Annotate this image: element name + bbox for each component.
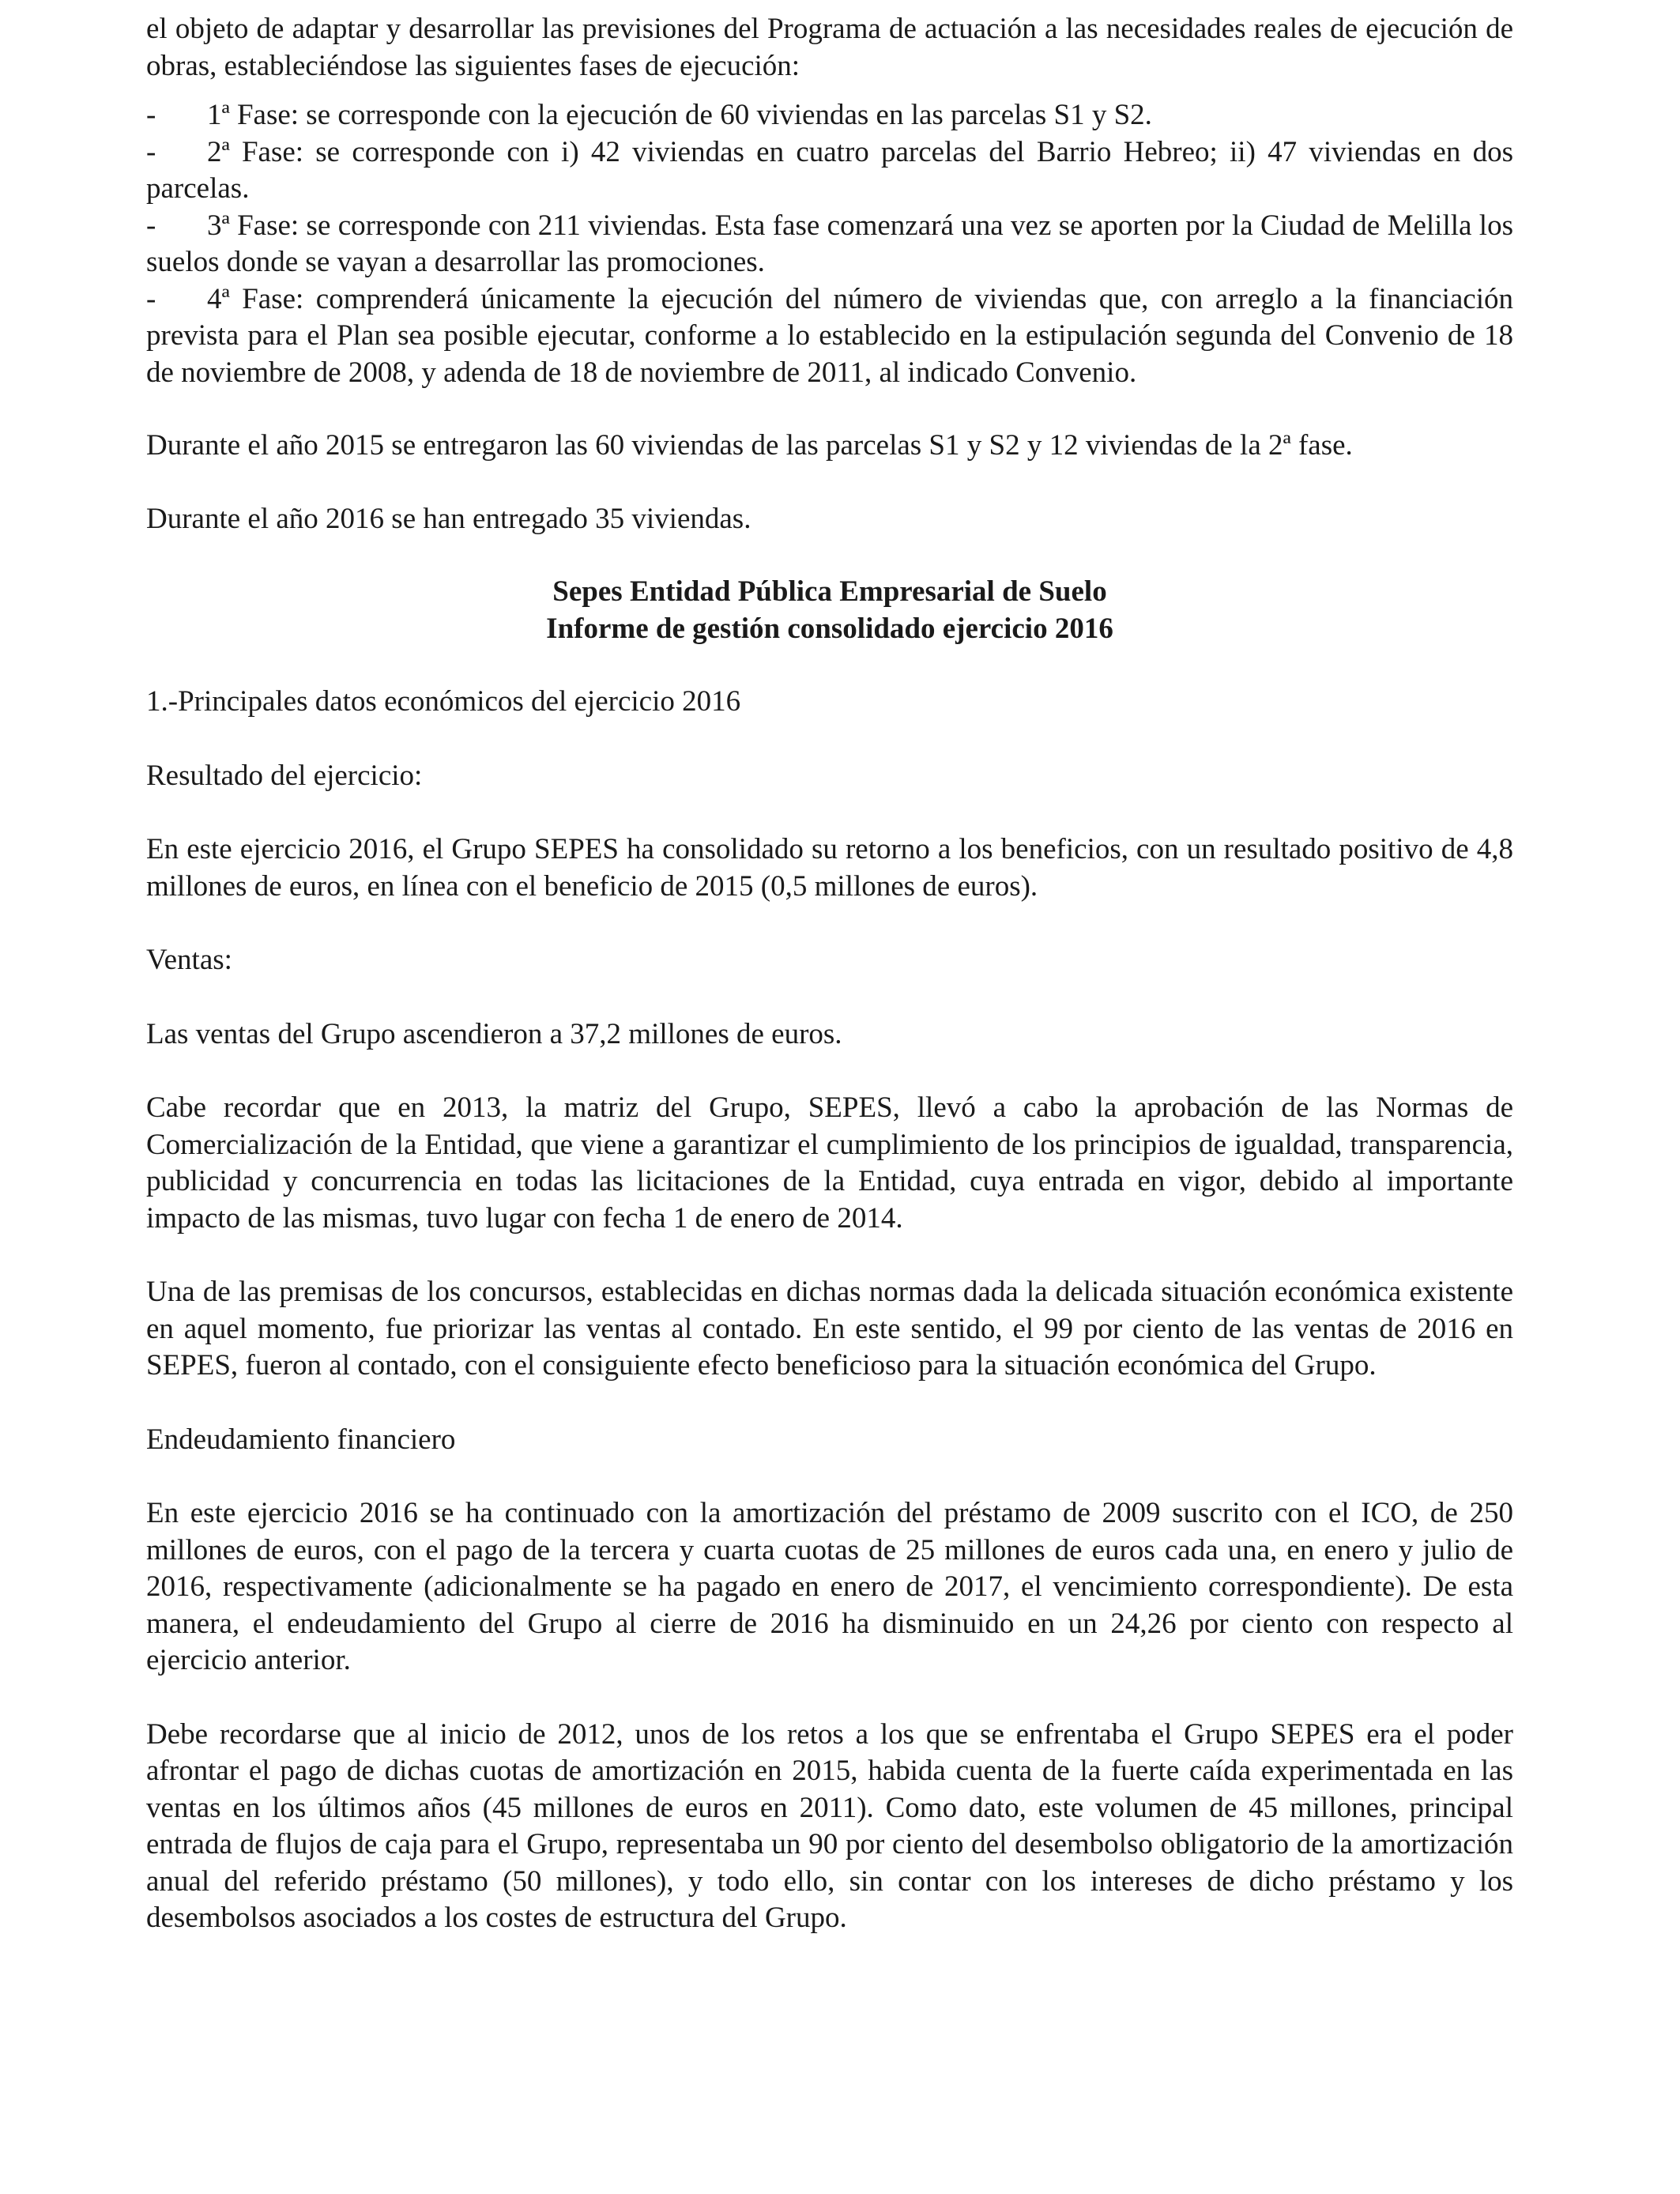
fase-item-2 (146, 134, 1513, 208)
resultado-text-b: con un resultado positivo de 4,8 millones de euros, en línea con el beneficio de 2015 (0,5 millones de euros). (146, 833, 1513, 903)
ventas-paragraph-1: Las ventas del Grupo ascendieron a 37,2 millones de euros. (146, 1017, 842, 1050)
fase-dash: - (146, 282, 156, 315)
fase-text: 1ª Fase: se corresponde con la ejecución de 60 viviendas en las parcelas S1 y S2. (207, 99, 1152, 131)
entregas-2015-paragraph: Durante el año 2015 se entregaron las 60 viviendas de las parcelas S1 y S2 y 12 viviendas de la 2ª fase. (146, 429, 1353, 462)
fase-text: 4ª Fase: comprenderá únicamente la ejecución del número de viviendas que, con arreglo a la financiación prevista para el Plan sea posible ejecutar, conforme a lo establecido en la estipulación segunda del Convenio de 18 de noviembre de 2008, y adenda de 18 de noviembre de 2011, al indicado Convenio. (146, 282, 1513, 389)
ventas-heading: Ventas: (146, 944, 232, 976)
fase-text: 3ª Fase: se corresponde con 211 viviendas. Esta fase comenzará una vez se aporten por la Ciudad de Melilla los suelos donde se vayan a desarrollar las promociones. (146, 209, 1513, 278)
ventas-paragraph-2: Cabe recordar que en 2013, la matriz del Grupo, SEPES, llevó a cabo la aprobación de las Normas de Comercialización de la Entidad, que viene a garantizar el cumplimiento de los principios de igualdad, transparencia, publicidad y concurrencia en todas las licitaciones de la Entidad, cuya entrada en vigor, debido al importante impacto de las mismas, tuvo lugar con fecha 1 de enero de 2014. (146, 1091, 1513, 1235)
document-page (146, 11, 1513, 1937)
endeudamiento-paragraph-1: En este ejercicio 2016 se ha continuado con la amortización del préstamo de 2009 suscrito con el ICO, de 250 millones de euros, con el pago de la tercera y cuarta cuotas de 25 millones de euros cada una, en enero y julio de 2016, respectivamente (adicionalmente se ha pagado en enero de 2017, el vencimiento correspondiente). De esta manera, el endeudamiento del Grupo al cierre de 2016 ha disminuido en un 24,26 por ciento con respecto al ejercicio anterior. (146, 1497, 1513, 1676)
endeudamiento-paragraph-2: Debe recordarse que al inicio de 2012, unos de los retos a los que se enfrentaba el Grupo SEPES era el poder afrontar el pago de dichas cuotas de amortización en 2015, habida cuenta de la fuerte caída experimentada en las ventas en los últimos años (45 millones de euros en 2011). Como dato, este volumen de 45 millones, principal entrada de flujos de caja para el Grupo, representaba un 90 por ciento del desembolso obligatorio de la amortización anual del referido préstamo (50 millones), y todo ello, sin contar con los intereses de dicho préstamo y los desembolsos asociados a los costes de estructura del Grupo. (146, 1717, 1513, 1934)
fase-dash: - (146, 209, 156, 242)
fase-dash: - (146, 135, 156, 168)
report-title-line-2: Informe de gestión consolidado ejercicio 2016 (546, 612, 1113, 645)
report-title (146, 574, 1513, 647)
fase-item-3 (146, 208, 1513, 281)
ventas-paragraph-3: Una de las premisas de los concursos, establecidas en dichas normas dada la delicada situación económica existente en aquel momento, fue priorizar las ventas al contado. En este sentido, el 99 por ciento de las ventas de 2016 en SEPES, fueron al contado, con el consiguiente efecto beneficioso para la situación económica del Grupo. (146, 1276, 1513, 1382)
resultado-paragraph (146, 831, 1513, 905)
report-title-line-1: Sepes Entidad Pública Empresarial de Suelo (552, 575, 1107, 608)
fase-item-4 (146, 281, 1513, 392)
fase-text: 2ª Fase: se corresponde con i) 42 viviendas en cuatro parcelas del Barrio Hebreo; ii) 47 viviendas en dos parcelas. (146, 135, 1513, 205)
fase-dash: - (146, 99, 156, 131)
fases-list (146, 97, 1513, 391)
entregas-2016-paragraph: Durante el año 2016 se han entregado 35 viviendas. (146, 502, 751, 535)
endeudamiento-heading: Endeudamiento financiero (146, 1423, 456, 1456)
resultado-comma: , (1121, 833, 1128, 865)
resultado-text-a: En este ejercicio 2016, el Grupo SEPES ha consolidado su retorno a los beneficios (146, 833, 1121, 865)
section-heading: 1.-Principales datos económicos del ejercicio 2016 (146, 685, 741, 718)
fase-item-1 (146, 97, 1513, 134)
resultado-heading: Resultado del ejercicio: (146, 759, 423, 792)
intro-paragraph: el objeto de adaptar y desarrollar las previsiones del Programa de actuación a las necesidades reales de ejecución de obras, estableciéndose las siguientes fases de ejecución: (146, 13, 1513, 82)
